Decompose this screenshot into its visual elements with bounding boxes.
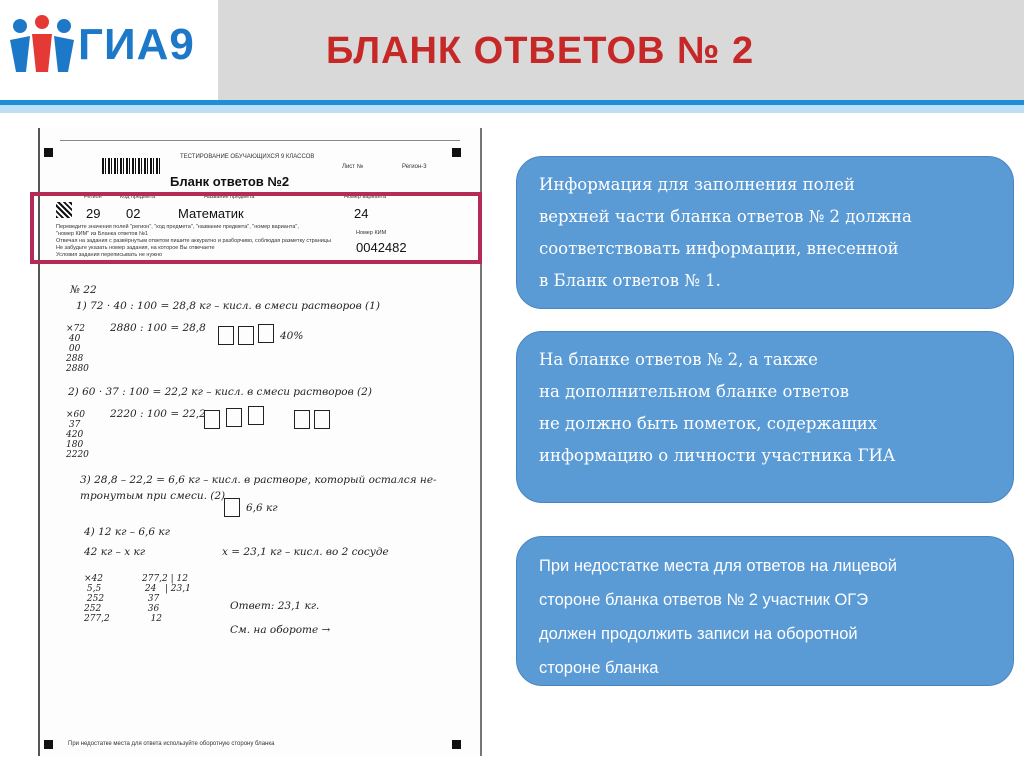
handwritten-line: См. на обороте → [230, 624, 331, 636]
instruction-line: Не забудьте указать номер задания, на которое Вы отвечаете [56, 245, 215, 251]
drawn-box [218, 326, 234, 345]
info-box-fill-fields [516, 156, 1014, 309]
handwritten-line: Ответ: 23,1 кг. [230, 600, 320, 612]
instruction-line: Условия задания переписывать не нужно [56, 252, 163, 258]
info-box-back-side [516, 536, 1014, 686]
page-title: БЛАНК ОТВЕТОВ № 2 [326, 30, 755, 72]
value-kim: 0042482 [356, 240, 407, 255]
sheet-label: Лист № [342, 164, 364, 170]
info-box-no-marks [516, 331, 1014, 503]
label-subject-name: Название предмета [204, 194, 255, 200]
label-region: Регион [84, 194, 102, 200]
logo-text: ГИА9 [78, 20, 195, 69]
instruction-line: "номер КИМ" из Бланка ответов №1 [56, 231, 148, 237]
header-fields-highlight [30, 192, 482, 264]
form-top-line [60, 140, 460, 141]
value-subject-name: Математик [178, 206, 244, 221]
handwritten-calc: ×72 40 00 288 2880 [66, 324, 89, 374]
handwritten-line: тронутым при смеси. (2) [80, 490, 226, 502]
label-variant: Номер варианта [344, 194, 387, 200]
people-logo-icon [6, 14, 78, 74]
drawn-box [248, 406, 264, 425]
handwritten-calc: 277,2 | 12 24 | 23,1 37 36 12 [142, 574, 191, 624]
drawn-box [258, 324, 274, 343]
handwritten-line: 40% [280, 330, 304, 342]
form-bottom-note: При недостатке места для ответа используйте оборотную сторону бланка [68, 741, 275, 747]
drawn-box [314, 410, 330, 429]
title-area [218, 0, 1024, 100]
info-text: Информация для заполнения полей верхней части бланка ответов № 2 должна соответствовать информации, внесенной в Бланк ответов № 1. [539, 175, 912, 290]
drawn-box [204, 410, 220, 429]
instruction-line: Переведите значения полей "регион", "код предмета", "название предмета", "номер варианта", [56, 224, 299, 230]
label-kim: Номер КИМ [356, 230, 387, 236]
value-subject-code: 02 [126, 206, 141, 221]
value-variant: 24 [354, 206, 369, 221]
handwritten-line: 4) 12 кг – 6,6 кг [84, 526, 170, 538]
corner-marker [44, 740, 53, 749]
region-code: Регион-3 [402, 164, 427, 170]
header-stripe-light [0, 105, 1024, 113]
handwritten-line: 2) 60 · 37 : 100 = 22,2 кг – кисл. в смеси растворов (2) [68, 386, 372, 398]
slide-header [0, 0, 1024, 100]
corner-marker [452, 740, 461, 749]
instruction-line: Отвечая на задания с развёрнутым ответом пишите аккуратно и разборчиво, соблюдая разметку страницы [56, 238, 331, 244]
value-region: 29 [86, 206, 101, 221]
handwritten-line: 2880 : 100 = 28,8 [110, 322, 206, 334]
drawn-box [224, 498, 240, 517]
handwritten-line: 42 кг – x кг [84, 546, 146, 558]
drawn-box [238, 326, 254, 345]
handwritten-calc: ×60 37 420 180 2220 [66, 410, 89, 460]
handwritten-line: № 22 [70, 284, 97, 296]
drawn-box [294, 410, 310, 429]
handwritten-line: 3) 28,8 – 22,2 = 6,6 кг – кисл. в растворе, который остался не- [80, 474, 437, 486]
info-text: На бланке ответов № 2, а также на дополнительном бланке ответов не должно быть пометок, содержащих информацию о личности участника ГИА [539, 350, 896, 465]
corner-marker [44, 148, 53, 157]
label-subject-code: Код предмета [120, 194, 156, 200]
info-text: При недостатке места для ответов на лицевой стороне бланка ответов № 2 участник ОГЭ должен продолжить записи на оборотной стороне бланка [539, 557, 898, 677]
handwritten-line: x = 23,1 кг – кисл. во 2 сосуде [222, 546, 389, 558]
barcode [102, 158, 160, 174]
handwritten-line: 6,6 кг [246, 502, 278, 514]
drawn-box [226, 408, 242, 427]
logo [0, 0, 218, 100]
handwritten-line: 1) 72 · 40 : 100 = 28,8 кг – кисл. в смеси растворов (1) [76, 300, 380, 312]
handwritten-calc: ×42 5,5 252 252 277,2 [84, 574, 110, 624]
corner-marker [452, 148, 461, 157]
handwritten-line: 2220 : 100 = 22,2 [110, 408, 206, 420]
form-title: Бланк ответов №2 [170, 174, 290, 189]
form-top-caption: ТЕСТИРОВАНИЕ ОБУЧАЮЩИХСЯ 9 КЛАССОВ [180, 154, 315, 160]
